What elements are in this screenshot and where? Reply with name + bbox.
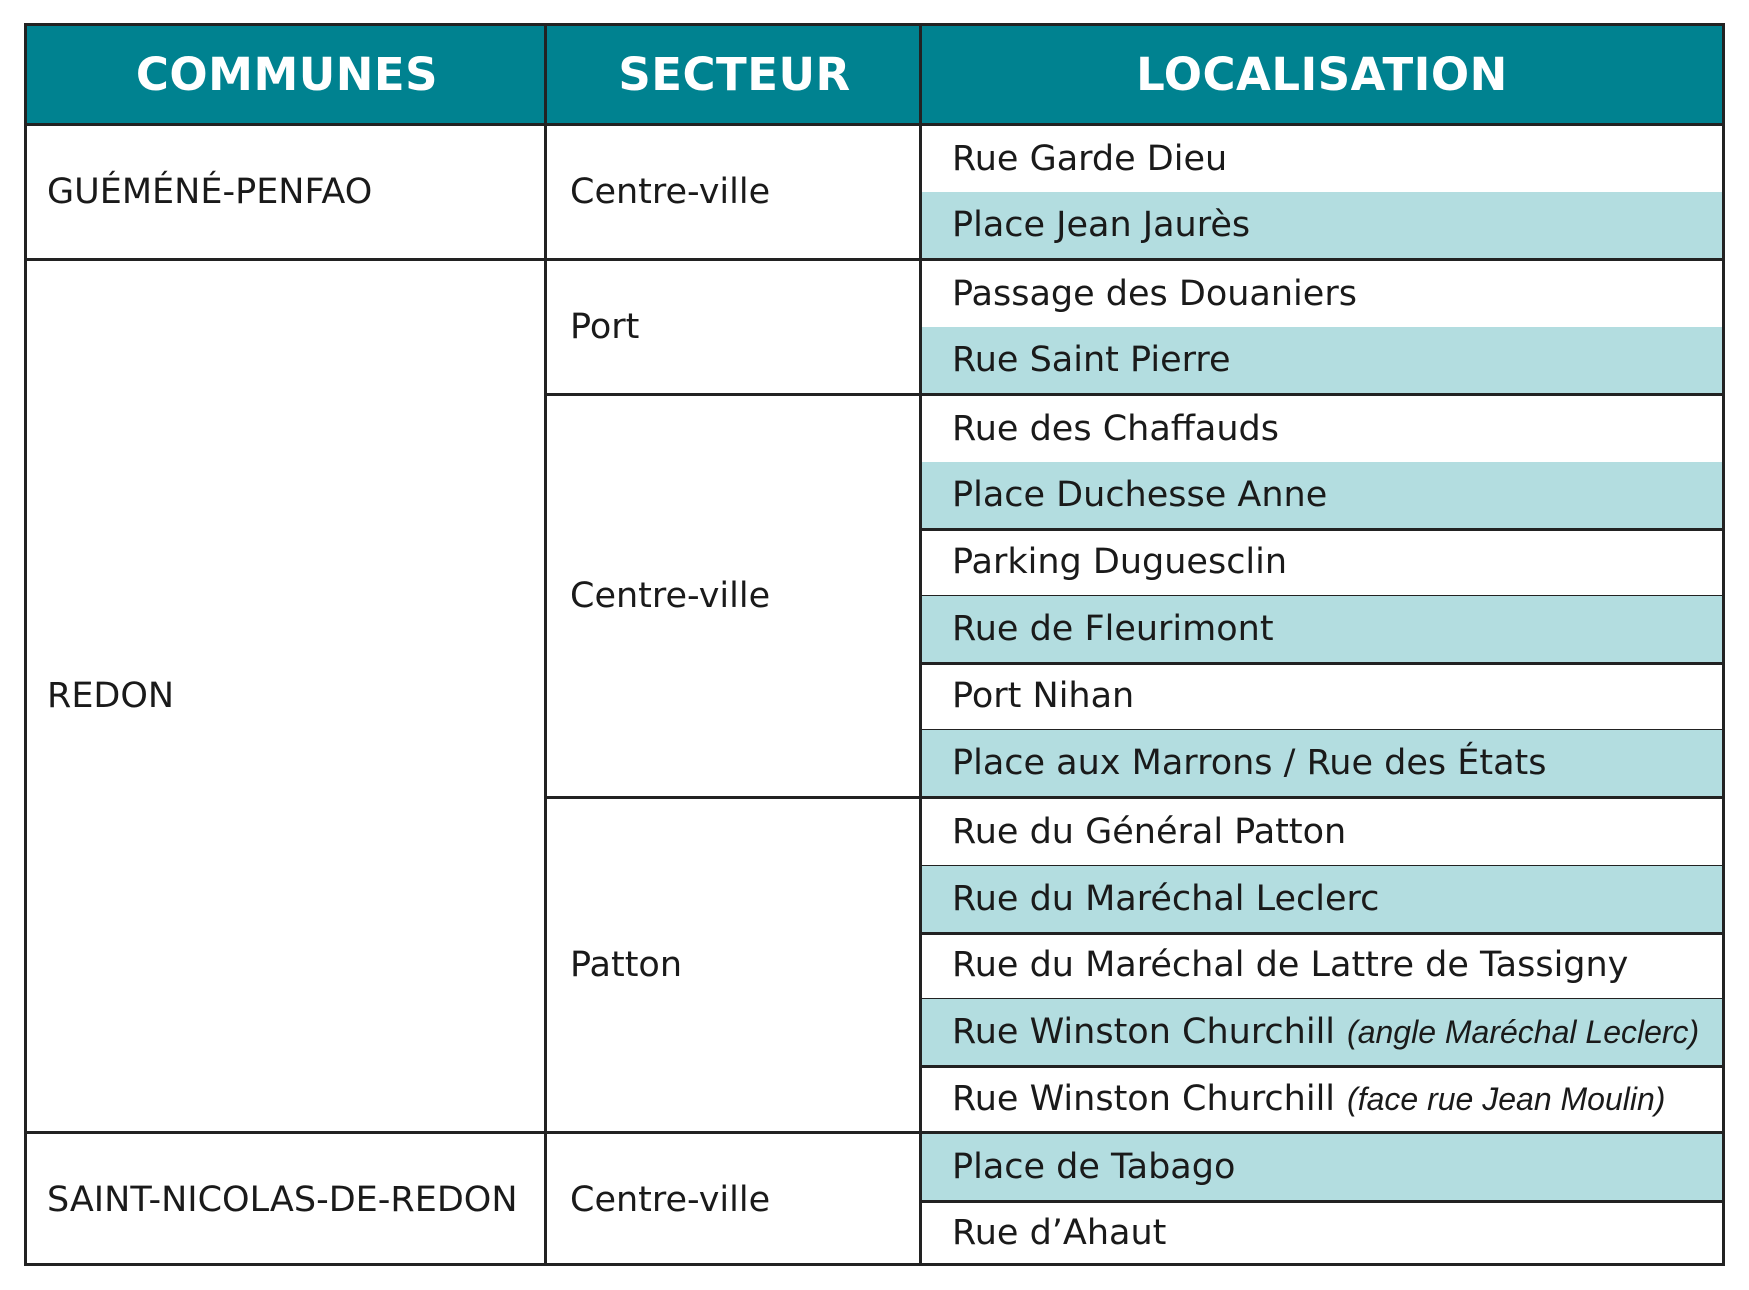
locations-table [24,23,1725,1266]
localisation-name: Rue du Général Patton [952,812,1347,852]
header-divider [27,123,1722,126]
localisation-row [922,999,1722,1065]
localisation-row [922,932,1722,998]
localisation-name: Parking Duguesclin [952,542,1288,582]
localisation-note: (face rue Jean Moulin) [1347,1080,1666,1117]
localisation-row [922,261,1722,327]
group-divider [27,1131,1722,1134]
secteur-cell: Port [570,307,640,347]
localisation-row [922,1134,1722,1200]
localisation-name: Rue d’Ahaut [952,1213,1167,1253]
localisation-name: Rue de Fleurimont [952,609,1274,649]
localisation-row [922,1200,1722,1266]
commune-cell: GUÉMÉNÉ-PENFAO [47,172,373,212]
localisation-name: Passage des Douaniers [952,274,1357,314]
group-divider [27,258,1722,261]
localisation-name: Rue des Chaffauds [952,409,1279,449]
header-secteur: SECTEUR [547,26,922,123]
localisation-name: Rue Winston Churchill [952,1012,1336,1052]
localisation-name: Place aux Marrons / Rue des États [952,743,1547,783]
localisation-name: Place de Tabago [952,1147,1236,1187]
localisation-name: Port Nihan [952,676,1135,716]
column-divider [544,26,547,1263]
localisation-name: Place Duchesse Anne [952,475,1328,515]
localisation-note: (angle Maréchal Leclerc) [1347,1013,1700,1050]
localisation-row [922,730,1722,796]
localisation-name: Rue du Maréchal Leclerc [952,879,1380,919]
localisation-name: Rue Winston Churchill [952,1079,1336,1119]
column-divider [919,26,922,1263]
localisation-row [922,192,1722,258]
localisation-name: Rue Garde Dieu [952,139,1228,179]
commune-cell: REDON [47,676,175,716]
localisation-row [922,596,1722,662]
localisation-row [922,462,1722,528]
localisation-row [922,799,1722,865]
localisation-name: Rue Saint Pierre [952,340,1231,380]
localisation-row [922,327,1722,393]
localisation-row [922,1066,1722,1132]
secteur-cell: Centre-ville [570,576,771,616]
header-communes: COMMUNES [27,26,547,123]
localisation-name: Rue du Maréchal de Lattre de Tassigny [952,945,1629,985]
secteur-cell: Centre-ville [570,172,771,212]
localisation-row [922,396,1722,462]
localisation-name: Place Jean Jaurès [952,205,1251,245]
sector-divider [544,796,1722,799]
localisation-row [922,866,1722,932]
localisation-row [922,663,1722,729]
localisation-row [922,126,1722,192]
localisation-row [922,529,1722,595]
secteur-cell: Centre-ville [570,1180,771,1220]
header-localisation: LOCALISATION [922,26,1722,123]
sector-divider [544,393,1722,396]
secteur-cell: Patton [570,945,683,985]
commune-cell: SAINT-NICOLAS-DE-REDON [47,1180,518,1220]
